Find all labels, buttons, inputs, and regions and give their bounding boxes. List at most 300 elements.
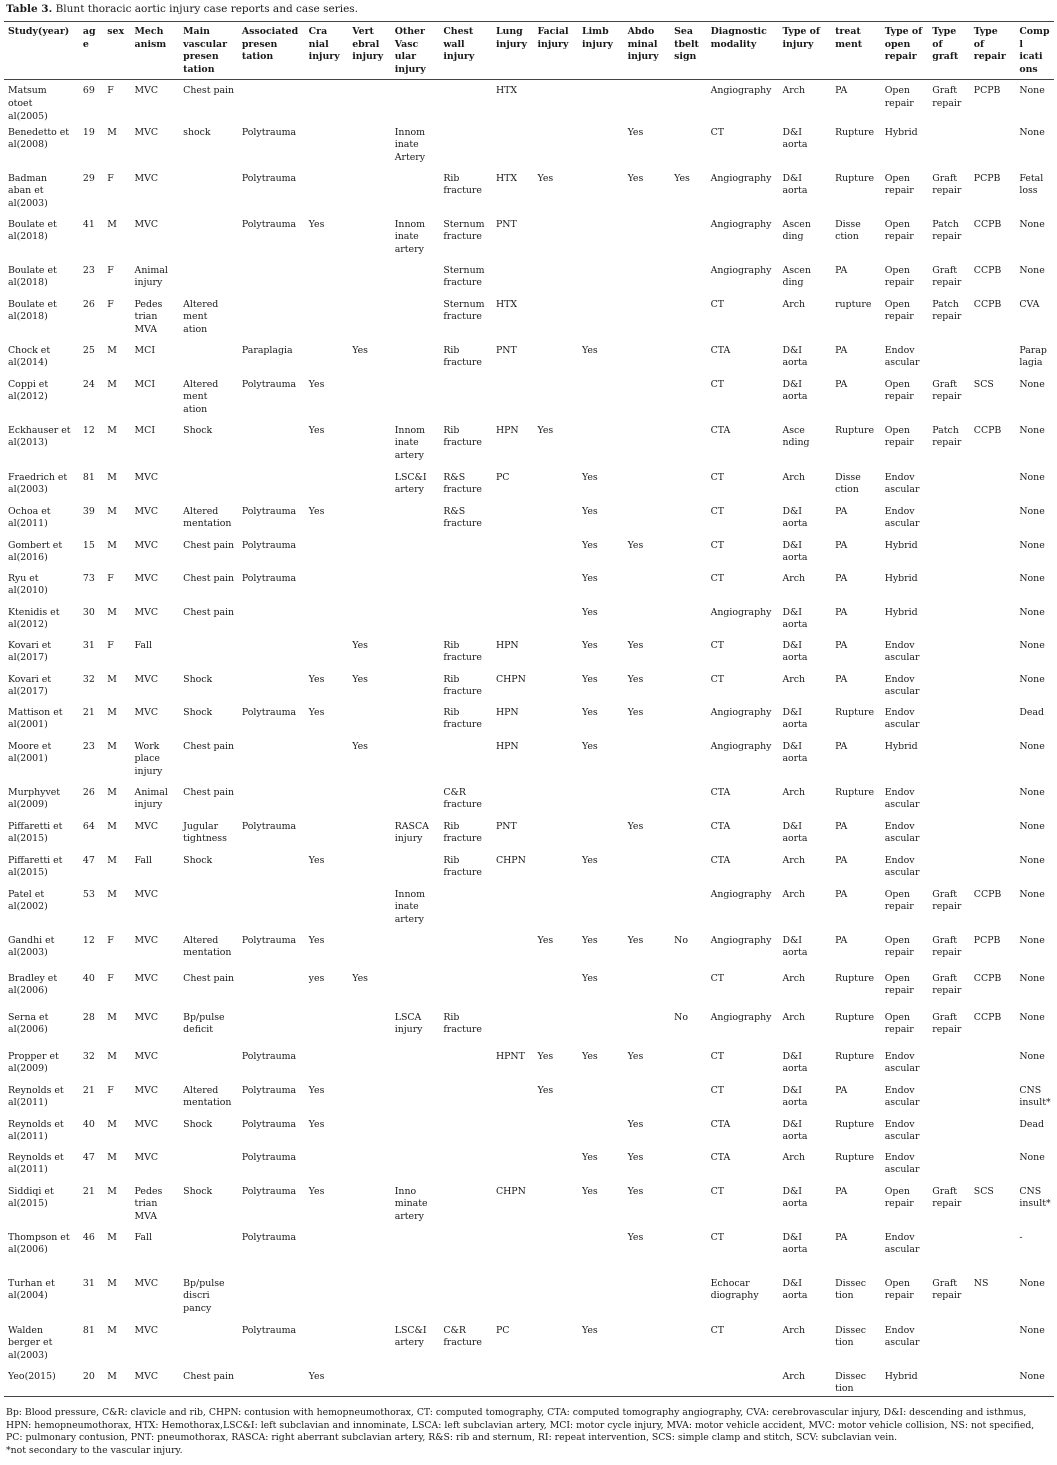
table-cell xyxy=(928,127,970,173)
table-cell: Kovari et al(2017) xyxy=(8,673,52,698)
table-cell xyxy=(179,1325,238,1371)
table-cell: Angiography xyxy=(710,218,772,230)
table-cell: Endov ascular xyxy=(884,639,920,664)
table-cell xyxy=(492,540,534,573)
table-cell: None xyxy=(1019,888,1045,900)
table-cell xyxy=(391,345,440,379)
table-cell: HPN xyxy=(495,706,519,718)
table-cell xyxy=(391,573,440,607)
table-cell: Chest pain xyxy=(183,786,235,798)
column-header: Type of open repair xyxy=(881,22,929,80)
table-cell xyxy=(238,80,305,127)
table-cell: D&I aorta xyxy=(782,378,808,403)
column-header: Other Vasc ular injury xyxy=(391,22,440,80)
table-cell: MVC xyxy=(134,888,159,900)
table-cell: Polytrauma xyxy=(241,1324,297,1336)
table-cell xyxy=(970,345,1016,379)
table-cell: Polytrauma xyxy=(241,126,297,138)
table-row xyxy=(4,540,1054,573)
table-cell xyxy=(533,1232,578,1278)
table-cell: Endov ascular xyxy=(884,344,920,369)
table-cell: None xyxy=(1019,1277,1045,1289)
table-cell xyxy=(439,607,492,640)
table-cell: yes xyxy=(308,972,325,984)
table-cell: Disse ction xyxy=(835,471,861,496)
table-cell: Badman aban et al(2003) xyxy=(8,172,48,210)
table-cell: PC xyxy=(495,471,510,483)
table-cell: 24 xyxy=(82,378,95,390)
table-cell: 47 xyxy=(82,854,95,866)
table-cell xyxy=(533,1186,578,1232)
table-cell: Yes xyxy=(582,606,598,618)
table-cell xyxy=(928,1152,970,1186)
table-cell: Endov ascular xyxy=(884,471,920,496)
table-row xyxy=(4,1371,1054,1397)
table-cell: Yes xyxy=(308,934,325,946)
column-header: Vert ebral injury xyxy=(348,22,391,80)
table-cell xyxy=(670,506,706,540)
table-cell xyxy=(970,707,1016,741)
table-cell: PCPB xyxy=(973,172,1001,184)
table-row xyxy=(4,787,1054,821)
table-cell: Yes xyxy=(308,1185,325,1197)
table-cell: M xyxy=(103,1371,130,1397)
table-cell xyxy=(492,1152,534,1186)
table-cell xyxy=(670,540,706,573)
table-cell: Chest pain xyxy=(183,740,235,752)
table-cell: MCI xyxy=(134,424,156,436)
table-cell: Kovari et al(2017) xyxy=(8,639,52,664)
table-cell: None xyxy=(1019,1011,1045,1023)
table-caption xyxy=(6,3,358,15)
table-cell: Angiography xyxy=(710,172,772,184)
table-cell: CHPN xyxy=(495,673,526,685)
table-cell: Angiography xyxy=(710,888,772,900)
table-cell: None xyxy=(1019,1050,1045,1062)
table-cell xyxy=(533,889,578,935)
table-cell: MVC xyxy=(134,539,159,551)
table-cell xyxy=(439,1371,492,1397)
table-cell xyxy=(533,1371,578,1397)
table-cell xyxy=(928,607,970,640)
table-cell xyxy=(348,265,391,299)
table-cell: Endov ascular xyxy=(884,1324,920,1349)
table-cell: Altered mentation xyxy=(183,505,232,530)
table-cell xyxy=(970,607,1016,640)
table-cell: Jugular tightness xyxy=(183,820,227,845)
table-cell: CVA xyxy=(1019,298,1040,310)
table-cell: Arch xyxy=(782,888,805,900)
table-cell: Rupture xyxy=(835,1050,875,1062)
column-header: Cra nial injury xyxy=(305,22,349,80)
table-cell: Innom inate Artery xyxy=(394,126,426,164)
table-cell xyxy=(578,299,624,345)
table-cell: Rib fracture xyxy=(443,172,482,197)
table-row xyxy=(4,1278,1054,1325)
table-cell: Matsum otoet al(2005) xyxy=(8,85,48,122)
table-cell: HTX xyxy=(495,85,518,97)
table-cell: SCS xyxy=(973,378,994,390)
table-cell: Open repair xyxy=(884,888,914,913)
table-cell xyxy=(533,607,578,640)
table-cell: None xyxy=(1019,505,1045,517)
table-cell: MVC xyxy=(134,934,159,946)
table-cell xyxy=(439,379,492,425)
table-cell xyxy=(578,889,624,935)
table-cell: Polytrauma xyxy=(241,934,297,946)
table-cell xyxy=(439,573,492,607)
table-cell: Echocar diography xyxy=(710,1277,759,1302)
table-cell: CT xyxy=(710,378,724,390)
table-body xyxy=(4,80,1054,1397)
table-cell: None xyxy=(1019,1324,1045,1336)
table-cell: Polytrauma xyxy=(241,1185,297,1197)
table-cell xyxy=(670,379,706,425)
table-cell xyxy=(670,741,706,787)
table-cell: 81 xyxy=(82,471,95,483)
table-cell xyxy=(670,345,706,379)
table-cell: PA xyxy=(835,264,848,276)
table-cell: PA xyxy=(835,820,848,832)
table-row xyxy=(4,265,1054,299)
table-cell: None xyxy=(1019,424,1045,436)
table-cell xyxy=(670,265,706,299)
table-cell: 21 xyxy=(82,706,95,718)
table-cell xyxy=(624,1371,671,1397)
table-cell: Yes xyxy=(308,706,325,718)
table-cell: Yes xyxy=(582,539,598,551)
table-cell: Thompson et al(2006) xyxy=(8,1231,70,1256)
table-cell: M xyxy=(107,471,117,483)
table-cell: CTA xyxy=(710,344,731,356)
table-cell: None xyxy=(1019,934,1045,946)
table-cell xyxy=(970,1085,1016,1119)
table-cell: Shock xyxy=(183,673,213,685)
table-cell xyxy=(970,787,1016,821)
table-cell: M xyxy=(107,1050,117,1062)
table-cell: Patel et al(2002) xyxy=(8,888,48,913)
table-cell: CTA xyxy=(710,1118,731,1130)
table-cell xyxy=(578,787,624,821)
table-cell xyxy=(391,540,440,573)
table-cell: Angiography xyxy=(710,740,772,752)
table-cell: Yes xyxy=(582,1324,598,1336)
table-cell: CCPB xyxy=(973,298,1002,310)
table-cell: MVC xyxy=(134,673,159,685)
table-cell: CCPB xyxy=(973,888,1002,900)
table-cell xyxy=(670,472,706,506)
table-cell xyxy=(391,935,440,973)
table-cell xyxy=(578,1085,624,1119)
table-cell: Chest pain xyxy=(183,572,235,584)
table-cell xyxy=(305,299,349,345)
table-cell: Yes xyxy=(582,505,598,517)
table-cell xyxy=(492,787,534,821)
table-cell: Arch xyxy=(782,1151,805,1163)
table-cell: Ascen ding xyxy=(782,218,811,243)
table-cell xyxy=(928,640,970,674)
table-cell: CT xyxy=(710,639,724,651)
table-cell: Polytrauma xyxy=(241,1151,297,1163)
table-cell: Gandhi et al(2003) xyxy=(8,934,55,959)
table-cell: Polytrauma xyxy=(241,1050,297,1062)
table-cell: MVC xyxy=(134,706,159,718)
table-cell xyxy=(624,379,671,425)
table-row xyxy=(4,1119,1054,1152)
table-cell: Yes xyxy=(627,820,644,832)
table-cell: LSC&I artery xyxy=(394,1324,427,1349)
table-cell xyxy=(238,640,305,674)
table-cell: 21 xyxy=(82,1185,95,1197)
table-cell xyxy=(533,1012,578,1051)
table-cell: Shock xyxy=(183,1185,213,1197)
table-cell: None xyxy=(1019,539,1045,551)
table-cell: 32 xyxy=(82,1050,95,1062)
table-cell xyxy=(533,219,578,265)
table-cell: Rupture xyxy=(835,172,875,184)
column-header: Compl icati ons xyxy=(1015,22,1054,80)
abbreviations-note: Bp: Blood pressure, C&R: clavicle and rib, CHPN: contusion with hemopneumothorax, CT: computed tomography, CTA: computed tomography angiography, CVA: cerebrovascular injury, D&I: descending and isthmus, HPN: hemopneumothorax, HTX: Hemothorax,LSC&I: left subclavian and innominate, LSCA: left subclavian artery, MCI: motor cycle injury, MVA: motor vehicle accident, MVC: motor vehicle collision, NS: not specified, PC: pulmonary contusion, PNT: pneumothorax, RASCA: right aberrant subclavian artery, R&S: rib and sternum, RI: repeat intervention, SCS: simple clamp and stitch, SCV: subclavian vein. xyxy=(6,1407,1035,1444)
column-header: Abdo minal injury xyxy=(624,22,671,80)
table-cell: MVC xyxy=(134,85,159,97)
table-cell xyxy=(578,1278,624,1325)
table-cell: MVC xyxy=(134,1118,159,1130)
table-cell xyxy=(305,345,349,379)
table-cell xyxy=(391,607,440,640)
table-cell: F xyxy=(107,934,114,946)
table-cell xyxy=(492,889,534,935)
table-cell xyxy=(348,173,391,219)
table-cell: Yeo(2015) xyxy=(4,1371,79,1397)
table-cell: Open repair xyxy=(884,424,914,449)
table-cell: PA xyxy=(835,1231,848,1243)
table-cell: Open repair xyxy=(884,264,914,289)
table-cell xyxy=(348,219,391,265)
table-cell: Fall xyxy=(134,639,153,651)
table-cell: Innom inate artery xyxy=(394,218,426,256)
table-cell xyxy=(928,506,970,540)
table-cell: Yes xyxy=(582,972,598,984)
table-row xyxy=(4,640,1054,674)
table-cell: Yes xyxy=(627,172,644,184)
table-cell: Fall xyxy=(134,1231,153,1243)
table-cell: PA xyxy=(835,673,848,685)
table-cell xyxy=(305,265,349,299)
table-cell xyxy=(439,1186,492,1232)
table-cell: Walden berger et al(2003) xyxy=(8,1324,53,1362)
table-cell: Altered mentation xyxy=(183,934,232,959)
table-cell xyxy=(670,640,706,674)
table-cell: Yes xyxy=(627,539,644,551)
table-cell: Polytrauma xyxy=(241,1118,297,1130)
table-cell: Graft repair xyxy=(932,1185,962,1210)
table-row xyxy=(4,1085,1054,1119)
table-cell: 32 xyxy=(82,673,95,685)
table-cell xyxy=(391,973,440,1012)
table-cell: Rib fracture xyxy=(443,820,482,845)
column-header: age xyxy=(79,22,103,80)
table-cell xyxy=(348,1232,391,1278)
table-cell: MVC xyxy=(134,572,159,584)
table-cell: Angiography xyxy=(710,706,772,718)
table-cell xyxy=(238,787,305,821)
table-cell: PA xyxy=(835,505,848,517)
table-cell xyxy=(533,640,578,674)
table-cell: Yes xyxy=(308,673,325,685)
table-cell: Arch xyxy=(782,972,805,984)
table-cell: 40 xyxy=(82,1118,95,1130)
table-cell: None xyxy=(1019,820,1045,832)
table-cell: D&I aorta xyxy=(782,740,808,765)
table-cell: M xyxy=(107,706,117,718)
table-cell xyxy=(348,821,391,855)
table-cell: 46 xyxy=(82,1231,95,1243)
table-cell: M xyxy=(107,1011,117,1023)
table-cell: Reynolds et al(2011) xyxy=(8,1084,64,1109)
table-cell: Rib fracture xyxy=(443,854,482,879)
table-cell: Open repair xyxy=(884,972,914,997)
table-cell: F xyxy=(107,639,114,651)
table-cell: Open repair xyxy=(884,1011,914,1036)
table-cell xyxy=(970,821,1016,855)
table-cell: Yes xyxy=(627,1231,644,1243)
table-cell: M xyxy=(107,344,117,356)
table-cell xyxy=(533,821,578,855)
table-cell xyxy=(624,1325,671,1371)
table-cell xyxy=(348,472,391,506)
table-cell xyxy=(670,707,706,741)
table-cell xyxy=(928,540,970,573)
table-cell: Yes xyxy=(352,972,368,984)
table-cell xyxy=(348,1152,391,1186)
table-cell: Open repair xyxy=(884,172,914,197)
table-cell: M xyxy=(107,786,117,798)
table-cell: CT xyxy=(710,505,724,517)
table-cell: PA xyxy=(835,378,848,390)
table-cell: 25 xyxy=(82,344,95,356)
table-cell: Dissec tion xyxy=(835,1324,867,1349)
table-cell: No xyxy=(674,934,688,946)
table-cell xyxy=(970,1325,1016,1371)
table-cell: F xyxy=(107,264,114,276)
table-cell: SCS xyxy=(973,1185,994,1197)
table-cell xyxy=(305,573,349,607)
table-cell: Yes xyxy=(352,740,368,752)
table-cell xyxy=(970,1152,1016,1186)
table-cell: Pedes trian MVA xyxy=(134,298,163,336)
table-cell: Dead xyxy=(1019,1118,1044,1130)
table-cell: None xyxy=(1019,972,1045,984)
table-cell: M xyxy=(107,1231,117,1243)
table-cell: Graft repair xyxy=(932,972,962,997)
table-cell: None xyxy=(1019,673,1045,685)
table-cell: Angiography xyxy=(710,1011,772,1023)
table-cell xyxy=(533,573,578,607)
table-cell xyxy=(533,1152,578,1186)
table-row xyxy=(4,506,1054,540)
table-cell xyxy=(439,1278,492,1325)
table-cell: D&I aorta xyxy=(782,639,808,664)
table-cell: R&S fracture xyxy=(443,505,482,530)
table-cell: D&I aorta xyxy=(782,126,808,151)
table-cell: M xyxy=(107,1151,117,1163)
table-cell xyxy=(439,889,492,935)
table-cell: M xyxy=(107,378,117,390)
table-cell: Open repair xyxy=(884,85,914,109)
table-row xyxy=(4,379,1054,425)
table-cell xyxy=(624,1012,671,1051)
table-cell xyxy=(578,1232,624,1278)
table-cell: HTX xyxy=(495,298,518,310)
table-cell: HPNT xyxy=(495,1050,525,1062)
table-cell: Altered ment ation xyxy=(183,298,219,336)
column-header: Mech anism xyxy=(131,22,180,80)
table-cell: MVC xyxy=(134,606,159,618)
table-cell: HPN xyxy=(495,639,519,651)
table-cell: 69 xyxy=(82,85,95,97)
table-cell xyxy=(238,741,305,787)
table-cell: Serna et al(2006) xyxy=(8,1011,49,1036)
table-cell: Piffaretti et al(2015) xyxy=(8,820,63,845)
table-cell: Inno minate artery xyxy=(394,1185,428,1223)
table-cell xyxy=(970,472,1016,506)
table-cell xyxy=(348,80,391,127)
table-cell: CCPB xyxy=(973,264,1002,276)
table-cell: D&I aorta xyxy=(782,505,808,530)
table-row xyxy=(4,472,1054,506)
table-cell: Arch xyxy=(782,1324,805,1336)
table-cell xyxy=(533,973,578,1012)
table-cell: Graft repair xyxy=(932,172,962,197)
table-cell: Sternum fracture xyxy=(443,264,485,289)
table-cell xyxy=(670,219,706,265)
table-cell: Yes xyxy=(582,1185,598,1197)
table-cell: Angiography xyxy=(710,264,772,276)
table-cell: PA xyxy=(835,1084,848,1096)
table-cell: D&I aorta xyxy=(782,934,808,959)
table-cell: Disse ction xyxy=(835,218,861,243)
table-cell xyxy=(624,741,671,787)
table-cell: None xyxy=(1019,639,1045,651)
table-cell: CT xyxy=(710,1324,724,1336)
table-cell: Yes xyxy=(537,1050,554,1062)
table-cell xyxy=(492,573,534,607)
table-cell xyxy=(578,80,624,127)
table-cell xyxy=(970,573,1016,607)
table-cell xyxy=(624,1085,671,1119)
table-cell: PA xyxy=(835,344,848,356)
table-cell: Rupture xyxy=(835,1151,875,1163)
table-cell: Ryu et al(2010) xyxy=(8,572,48,597)
column-header: sex xyxy=(103,22,130,80)
table-cell xyxy=(492,265,534,299)
table-cell xyxy=(305,1232,349,1278)
table-cell: D&I aorta xyxy=(782,820,808,845)
table-cell: Dead xyxy=(1019,706,1044,718)
table-cell: None xyxy=(1019,85,1045,97)
table-cell xyxy=(578,173,624,219)
table-cell xyxy=(578,821,624,855)
table-cell: F xyxy=(107,972,114,984)
table-cell xyxy=(624,573,671,607)
table-cell: 26 xyxy=(82,298,95,310)
table-cell: Arch xyxy=(782,85,805,97)
table-cell: D&I aorta xyxy=(782,1277,808,1302)
table-cell: Yes xyxy=(308,424,325,436)
table-cell: Graft repair xyxy=(932,1011,962,1036)
table-row xyxy=(4,741,1054,787)
table-cell: D&I aorta xyxy=(782,539,808,564)
